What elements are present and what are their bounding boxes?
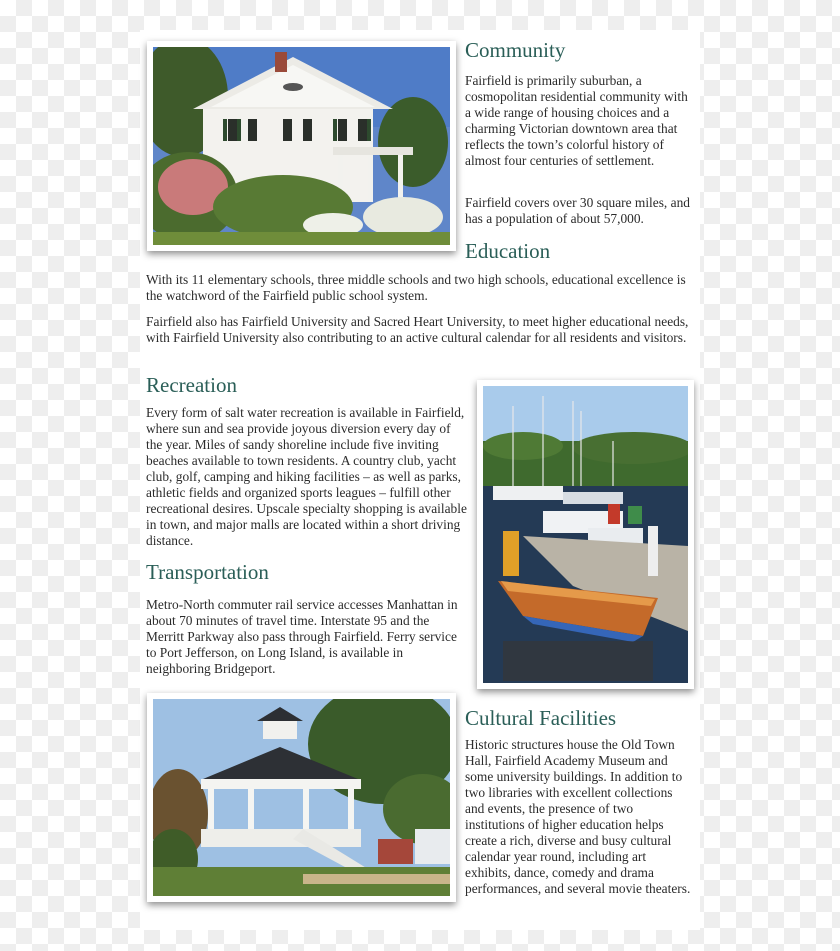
education-paragraph-2: Fairfield also has Fairfield University and Sacred Heart University, to meet higher educational needs, with Fairfield University also contributing to an active cultural calendar for all residents and visitors. xyxy=(146,314,689,345)
community-paragraph-2: Fairfield covers over 30 square miles, and has a population of about 57,000. xyxy=(465,195,690,226)
community-heading: Community xyxy=(465,38,566,62)
transportation-heading: Transportation xyxy=(146,560,269,584)
transportation-paragraph: Metro-North commuter rail service accesses Manhattan in about 70 minutes of travel time. Interstate 95 and the Merritt Parkway also pass through Fairfield. Ferry service to Port Jefferson, on Long Island, is available in neighboring Bridgeport. xyxy=(146,597,458,676)
education-paragraph-1: With its 11 elementary schools, three middle schools and two high schools, educational excellence is the watchword of the Fairfield public school system. xyxy=(146,272,686,303)
recreation-paragraph: Every form of salt water recreation is available in Fairfield, where sun and sea provide joyous diversion every day of the year. Miles of sandy shoreline include five inviting beaches available to town residents. A country club, yacht club, golf, camping and hiking facilities – as well as parks, athletic fields and organized sports leagues – fulfill other recreational desires. Upscale specialty shopping is available in town, and major malls are located within a short driving distance. xyxy=(146,405,467,548)
house-image xyxy=(153,47,450,245)
gazebo-image xyxy=(153,699,450,896)
harbor-photo xyxy=(477,380,694,689)
cultural-facilities-heading: Cultural Facilities xyxy=(465,706,617,730)
community-paragraph-1: Fairfield is primarily suburban, a cosmopolitan residential community with a wide range of housing choices and a charming Victorian downtown area that reflects the town’s colorful history of almost four centuries of settlement. xyxy=(465,73,688,168)
recreation-heading: Recreation xyxy=(146,373,237,397)
harbor-image xyxy=(483,386,688,683)
cultural-facilities-paragraph: Historic structures house the Old Town Hall, Fairfield Academy Museum and some university buildings. In addition to two libraries with excellent collections and events, the presence of two institutions of higher education helps create a rich, diverse and busy cultural calendar year round, including art exhibits, dance, comedy and drama performances, and several movie theaters. xyxy=(465,737,691,896)
gazebo-photo xyxy=(147,693,456,902)
house-photo xyxy=(147,41,456,251)
education-heading: Education xyxy=(465,239,551,263)
